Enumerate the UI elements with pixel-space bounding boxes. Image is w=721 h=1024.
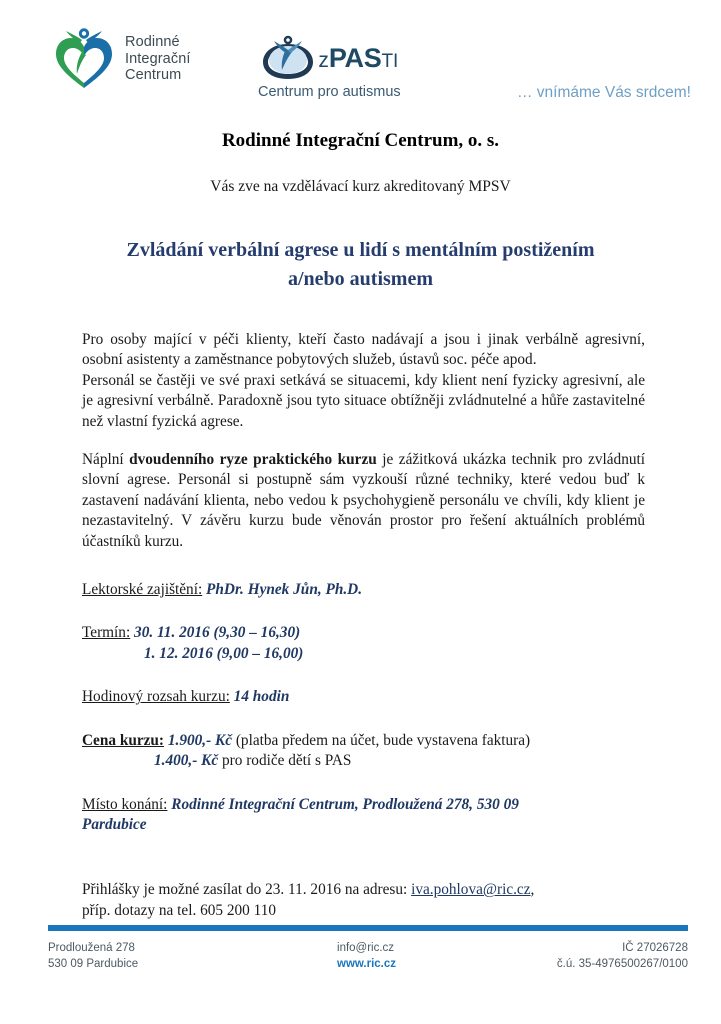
footer-ic: IČ 27026728 xyxy=(622,942,688,954)
zpasti-logo xyxy=(258,35,401,100)
price-note-1: (platba předem na účet, bude vystavena faktura) xyxy=(232,731,531,749)
tagline: … vnímáme Vás srdcem! xyxy=(517,84,691,101)
price-note-2: pro rodiče dětí s PAS xyxy=(218,752,352,770)
body-paragraph-2 xyxy=(82,450,645,552)
lecturer-value: PhDr. Hynek Jůn, Ph.D. xyxy=(206,581,363,599)
ric-wordmark xyxy=(125,34,191,84)
zpasti-wordmark xyxy=(318,45,398,72)
organization-title: Rodinné Integrační Centrum, o. s. xyxy=(221,130,500,151)
detail-date xyxy=(82,623,645,664)
closing-line-1-post: , xyxy=(530,881,535,899)
paragraph-2-pre: Náplní xyxy=(82,451,130,469)
date-label: Termín: xyxy=(82,624,131,642)
document-header xyxy=(0,0,721,112)
price-line-2 xyxy=(82,751,645,771)
contact-email-link[interactable]: iva.pohlova@ric.cz xyxy=(411,881,531,899)
ric-wordmark-line-1: Rodinné xyxy=(125,34,180,51)
closing-line-2: příp. dotazy na tel. 605 200 110 xyxy=(82,902,277,920)
venue-label: Místo konání: xyxy=(82,795,168,813)
footer-website[interactable]: www.ric.cz xyxy=(337,957,397,970)
detail-hours xyxy=(82,687,645,707)
venue-value-line-1: Rodinné Integrační Centrum, Prodloužená 278, 530 09 xyxy=(171,795,519,813)
hours-value: 14 hodin xyxy=(233,688,290,706)
date-value-line-1: 30. 11. 2016 (9,30 – 16,30) xyxy=(134,624,301,642)
paragraph-2-emphasis: dvoudenního ryze praktického kurzu xyxy=(129,451,377,469)
closing-line-1-pre: Přihlášky je možné zasílat do 23. 11. 2016 na adresu: xyxy=(82,881,412,899)
footer-registration xyxy=(557,941,688,972)
footer-address-line-1: Prodloužená 278 xyxy=(48,942,135,954)
footer-account: č.ú. 35-4976500267/0100 xyxy=(556,957,688,970)
paragraph-2-post: je zážitková ukázka technik pro zvládnutí slovní agrese. Personál si postupně sám vyzkouší různé techniky, které vedou buď k zastavení nadávání klienta, nebo vedou k psychohygieně personálu ve chvíli, kdy klient je nezastavitelný. V závěru kurzu bude věnován prostor pro řešení aktuálních problémů účastníků kurzu. xyxy=(82,451,645,550)
zpasti-name-part3: TI xyxy=(381,51,399,72)
invitation-line: Vás zve na vzdělávací kurz akreditovaný MPSV xyxy=(210,178,511,195)
document-footer xyxy=(48,941,688,972)
ric-logo xyxy=(52,26,191,92)
price-label: Cena kurzu: xyxy=(82,731,165,749)
footer-contact xyxy=(337,941,396,972)
zpasti-name-part2: PAS xyxy=(328,43,382,73)
hours-label: Hodinový rozsah kurzu: xyxy=(82,688,230,706)
course-title-line-2: a/nebo autismem xyxy=(288,268,433,290)
zpasti-subtitle: Centrum pro autismus xyxy=(258,84,401,100)
ric-wordmark-line-3: Centrum xyxy=(125,67,182,84)
detail-lecturer xyxy=(82,580,645,600)
course-title-line-1: Zvládání verbální agrese u lidí s mentálním postižením xyxy=(126,239,595,261)
zpasti-name-part1: z xyxy=(318,49,329,72)
date-value-line-2: 1. 12. 2016 (9,00 – 16,00) xyxy=(144,644,304,662)
body-content xyxy=(0,330,721,552)
price-value-1: 1.900,- Kč xyxy=(167,731,232,749)
footer-address-line-2: 530 09 Pardubice xyxy=(48,957,139,970)
detail-price xyxy=(82,731,645,772)
heart-person-logo-icon xyxy=(52,26,116,92)
detail-venue xyxy=(82,795,645,836)
page-title xyxy=(0,236,721,294)
zpasti-person-logo-icon xyxy=(260,35,316,82)
ric-wordmark-line-2: Integrační xyxy=(125,50,191,67)
body-paragraph-1b: Personál se častěji ve své praxi setkává se situacemi, kdy klient není fyzicky agresivní, ale je agresivní verbálně. Paradoxně jsou tyto situace obtížněji zvládnutelné a hůře zastavitelné než vlastní fyzická agrese. xyxy=(82,371,645,430)
venue-value-line-2: Pardubice xyxy=(82,815,147,833)
body-paragraph-1a: Pro osoby mající v péči klienty, kteří často nadávají a jsou i jinak verbálně agresivní, osobní asistenty a zaměstnance pobytových služeb, ústavů soc. péče apod. xyxy=(82,331,645,369)
lecturer-label: Lektorské zajištění: xyxy=(82,581,203,599)
closing-block xyxy=(0,879,721,921)
footer-email[interactable]: info@ric.cz xyxy=(337,942,395,954)
course-details xyxy=(0,580,721,835)
price-value-2: 1.400,- Kč xyxy=(154,752,219,770)
footer-divider xyxy=(48,925,688,931)
paragraph-spacer xyxy=(82,432,645,450)
footer-address xyxy=(48,941,138,972)
